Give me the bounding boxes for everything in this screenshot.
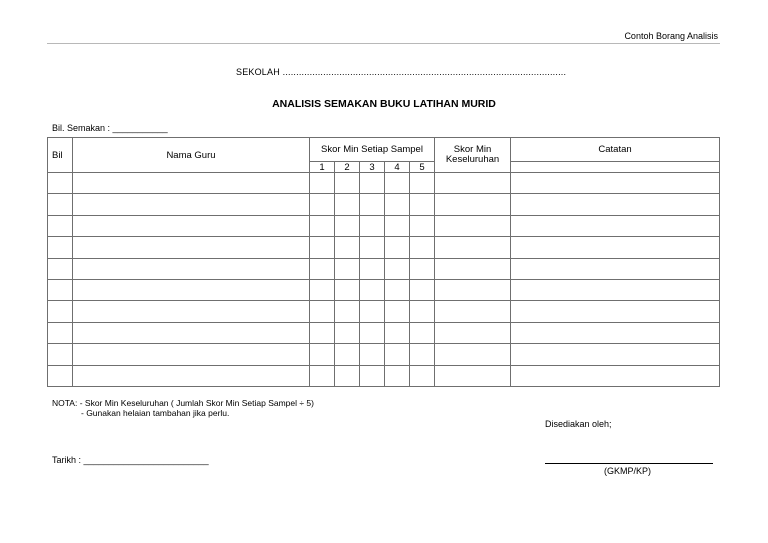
sample-number: 1 (310, 162, 335, 173)
table-cell (310, 279, 335, 300)
table-cell (435, 215, 511, 236)
table-cell (435, 365, 511, 386)
signature-line (545, 463, 713, 464)
table-cell (335, 322, 360, 343)
table-cell (385, 194, 410, 215)
table-cell (48, 301, 73, 322)
table-cell (410, 365, 435, 386)
table-cell (511, 344, 720, 365)
table-cell (335, 194, 360, 215)
header-bil: Bil (48, 138, 73, 173)
table-cell (48, 258, 73, 279)
gkmp-label: (GKMP/KP) (604, 466, 652, 476)
table-row (48, 215, 720, 236)
table-cell (73, 258, 310, 279)
table-cell (410, 237, 435, 258)
table-cell (385, 301, 410, 322)
table-cell (360, 322, 385, 343)
header-nama-guru: Nama Guru (73, 138, 310, 173)
table-cell (511, 237, 720, 258)
sample-number: 4 (385, 162, 410, 173)
table-cell (410, 322, 435, 343)
table-cell (410, 215, 435, 236)
table-cell (435, 344, 511, 365)
sample-number: 2 (335, 162, 360, 173)
table-cell (385, 322, 410, 343)
table-cell (435, 258, 511, 279)
table-cell (435, 279, 511, 300)
table-row (48, 194, 720, 215)
table-cell (335, 365, 360, 386)
table-row (48, 258, 720, 279)
table-row (48, 237, 720, 258)
table-cell (310, 258, 335, 279)
table-cell (410, 173, 435, 194)
table-cell (48, 322, 73, 343)
table-row (48, 301, 720, 322)
table-cell (360, 215, 385, 236)
table-cell (360, 301, 385, 322)
table-cell (335, 237, 360, 258)
table-cell (335, 279, 360, 300)
table-cell (48, 344, 73, 365)
table-cell (385, 344, 410, 365)
table-cell (310, 237, 335, 258)
table-cell (360, 173, 385, 194)
disediakan-label: Disediakan oleh; (545, 419, 612, 429)
table-cell (335, 215, 360, 236)
sekolah-field: SEKOLAH ......................................................................................................... (236, 67, 567, 77)
bil-semakan-field: Bil. Semakan : ___________ (52, 123, 168, 133)
table-cell (385, 173, 410, 194)
table-cell (511, 194, 720, 215)
analysis-table (47, 137, 720, 387)
table-row (48, 279, 720, 300)
table-cell (73, 322, 310, 343)
header-catatan: Catatan (511, 138, 720, 162)
table-cell (360, 365, 385, 386)
table-cell (310, 365, 335, 386)
table-cell (385, 237, 410, 258)
table-cell (48, 279, 73, 300)
header-skor-keseluruhan-line2: Keseluruhan (445, 154, 500, 165)
table-cell (360, 258, 385, 279)
catatan-subheader-blank (511, 162, 720, 173)
sample-number: 3 (360, 162, 385, 173)
table-body (48, 173, 720, 387)
table-cell (385, 279, 410, 300)
table-cell (335, 173, 360, 194)
table-cell (360, 344, 385, 365)
nota-line-1: NOTA: - Skor Min Keseluruhan ( Jumlah Skor Min Setiap Sampel ÷ 5) (52, 398, 314, 408)
table-cell (73, 173, 310, 194)
table-cell (73, 365, 310, 386)
table-cell (511, 365, 720, 386)
table-cell (435, 301, 511, 322)
table-cell (73, 237, 310, 258)
table-cell (360, 237, 385, 258)
header-skor-keseluruhan-line1: Skor Min (453, 144, 492, 155)
table-cell (310, 322, 335, 343)
header-skor-keseluruhan (435, 138, 511, 173)
nota-line-2: - Gunakan helaian tambahan jika perlu. (81, 408, 230, 418)
table-cell (410, 258, 435, 279)
table-cell (435, 237, 511, 258)
table-cell (511, 301, 720, 322)
table-cell (335, 258, 360, 279)
table-cell (335, 301, 360, 322)
table-cell (410, 279, 435, 300)
table-cell (410, 194, 435, 215)
table-cell (360, 279, 385, 300)
table-cell (310, 194, 335, 215)
table-cell (511, 173, 720, 194)
table-row (48, 173, 720, 194)
table-cell (73, 301, 310, 322)
header-divider (47, 43, 720, 44)
table-cell (410, 344, 435, 365)
table-cell (73, 194, 310, 215)
table-cell (310, 215, 335, 236)
sample-number: 5 (410, 162, 435, 173)
table-cell (385, 258, 410, 279)
table-cell (310, 173, 335, 194)
table-cell (310, 344, 335, 365)
table-cell (48, 215, 73, 236)
table-cell (385, 365, 410, 386)
table-cell (435, 322, 511, 343)
table-cell (73, 344, 310, 365)
table-row (48, 344, 720, 365)
table-cell (360, 194, 385, 215)
table-row (48, 322, 720, 343)
table-cell (511, 322, 720, 343)
header-skor-sampel: Skor Min Setiap Sampel (310, 138, 435, 162)
table-cell (511, 279, 720, 300)
table-cell (335, 344, 360, 365)
table-cell (385, 215, 410, 236)
form-title: ANALISIS SEMAKAN BUKU LATIHAN MURID (272, 98, 496, 110)
table-cell (48, 237, 73, 258)
table-cell (410, 301, 435, 322)
table-cell (435, 194, 511, 215)
table-cell (73, 215, 310, 236)
table-cell (48, 365, 73, 386)
table-cell (48, 194, 73, 215)
table-cell (310, 301, 335, 322)
tarikh-field: Tarikh : _________________________ (52, 455, 209, 465)
table-cell (48, 173, 73, 194)
table-cell (73, 279, 310, 300)
table-cell (511, 215, 720, 236)
table-row (48, 365, 720, 386)
document-header-title: Contoh Borang Analisis (624, 31, 718, 41)
table-cell (511, 258, 720, 279)
table-cell (435, 173, 511, 194)
